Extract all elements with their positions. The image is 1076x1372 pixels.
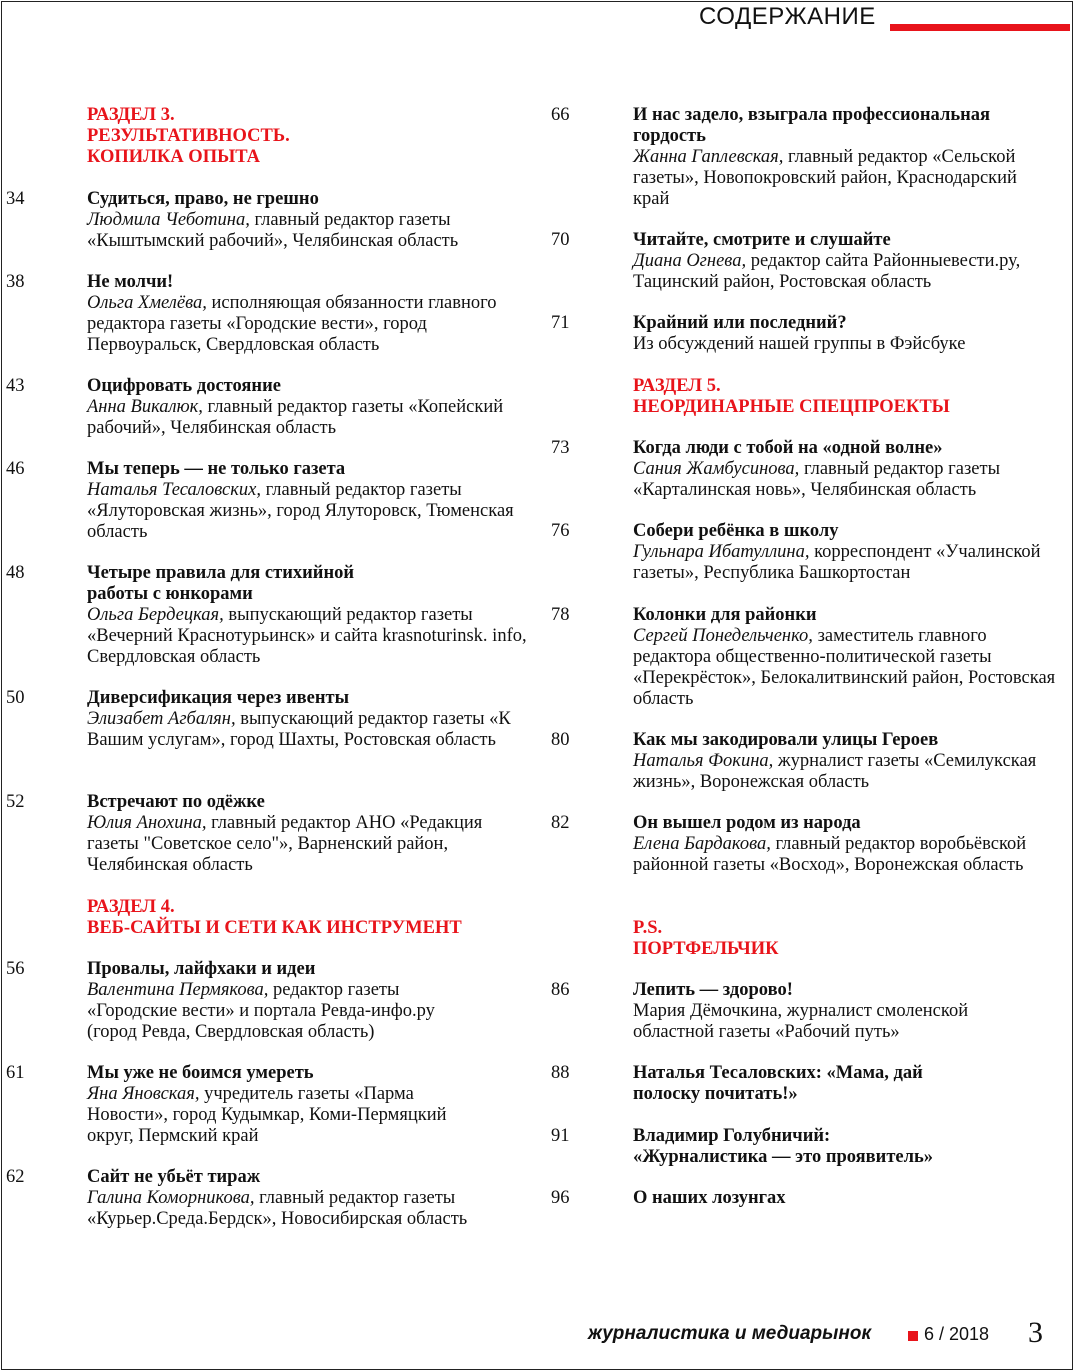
toc-entry[interactable] [87, 688, 527, 751]
toc-entry[interactable] [87, 1063, 462, 1147]
toc-entry[interactable] [87, 459, 527, 543]
toc-entry[interactable] [633, 605, 1063, 710]
page-number: 88 [551, 1063, 570, 1083]
entry-desc: исполняющая обязанности главного редактора газеты «Городские вести», город Первоуральск, Свердловская область [87, 293, 497, 355]
entry-desc: заместитель главного редактора общественно-политической газеты «Перекрёсток», Белокалитвинский район, Ростовская область [633, 626, 1056, 709]
entry-title: Колонки для районки [633, 605, 817, 625]
entry-author: Сергей Понедельченко, [633, 626, 813, 646]
entry-author: Елена Бардакова, [633, 834, 771, 854]
entry-author: Яна Яновская, [87, 1084, 200, 1104]
entry-title: Крайний или последний? [633, 313, 847, 333]
toc-entry[interactable] [633, 980, 1033, 1043]
entry-title: Когда люди с тобой на «одной волне» [633, 438, 943, 458]
page-number-footer: 3 [1028, 1316, 1043, 1349]
entry-title: Собери ребёнка в школу [633, 521, 839, 541]
entry-desc: редактор газеты «Городские вести» и портала Ревда-инфо.ру (город Ревда, Свердловская область) [87, 980, 435, 1042]
section-3-heading: РАЗДЕЛ 3. РЕЗУЛЬТАТИВНОСТЬ. КОПИЛКА ОПЫТА [87, 105, 290, 167]
page-number: 52 [6, 792, 25, 812]
page-number: 46 [6, 459, 25, 479]
entry-title: Мы уже не боимся умереть [87, 1063, 314, 1083]
toc-entry[interactable] [633, 521, 1063, 584]
entry-title: Как мы закодировали улицы Героев [633, 730, 939, 750]
section-4-heading: РАЗДЕЛ 4. ВЕБ-САЙТЫ И СЕТИ КАК ИНСТРУМЕНТ [87, 897, 462, 938]
page-number: 66 [551, 105, 570, 125]
entry-title: Мы теперь — не только газета [87, 459, 346, 479]
toc-entry[interactable] [633, 1063, 923, 1105]
entry-title: И нас задело, взыграла профессиональная гордость [633, 105, 991, 146]
section-5-heading: РАЗДЕЛ 5. НЕОРДИНАРНЫЕ СПЕЦПРОЕКТЫ [633, 376, 950, 417]
entry-desc: Из обсуждений нашей группы в Фэйсбуке [633, 334, 966, 354]
entry-title: Читайте, смотрите и слушайте [633, 230, 891, 250]
entry-title: Владимир Голубничий: «Журналистика — это проявитель» [633, 1126, 934, 1167]
entry-title: Встречают по одёжке [87, 792, 265, 812]
entry-title: Судиться, право, не грешно [87, 189, 319, 209]
entry-title: Лепить — здорово! [633, 980, 793, 1000]
toc-entry[interactable] [87, 959, 487, 1043]
page-number: 76 [551, 521, 570, 541]
toc-entry[interactable] [87, 563, 527, 668]
entry-title: Оцифровать достояние [87, 376, 281, 396]
page-number: 50 [6, 688, 25, 708]
section-ps-heading: P.S. ПОРТФЕЛЬЧИК [633, 918, 779, 959]
entry-author: Валентина Пермякова, [87, 980, 269, 1000]
page-number: 70 [551, 230, 570, 250]
entry-title: Наталья Тесаловских: «Мама, дай полоску почитать!» [633, 1063, 923, 1104]
entry-author: Галина Коморникова, [87, 1188, 255, 1208]
toc-entry[interactable] [633, 1188, 1033, 1209]
entry-desc: выпускающий редактор газеты «Вечерний Краснотурьинск» и сайта krasnoturinsk. info, Свердловская область [87, 605, 527, 667]
entry-title: Он вышел родом из народа [633, 813, 861, 833]
entry-author: Наталья Фокина, [633, 751, 774, 771]
toc-entry[interactable] [633, 438, 1053, 501]
entry-desc: главный редактор газеты «Карталинская новь», Челябинская область [633, 459, 1001, 500]
entry-title: Сайт не убьёт тираж [87, 1167, 261, 1187]
entry-desc: учредитель газеты «Парма Новости», город Кудымкар, Коми-Пермяцкий округ, Пермский край [87, 1084, 447, 1146]
page-number: 80 [551, 730, 570, 750]
page-number: 86 [551, 980, 570, 1000]
entry-desc: главный редактор газеты «Кыштымский рабочий», Челябинская область [87, 210, 459, 251]
entry-desc: главный редактор АНО «Редакция газеты "Советское село"», Варненский район, Челябинская область [87, 813, 483, 875]
toc-entry[interactable] [633, 105, 1033, 210]
entry-desc: корреспондент «Учалинской газеты», Республика Башкортостан [633, 542, 1041, 583]
entry-author: Анна Викалюк, [87, 397, 203, 417]
entry-desc: редактор сайта Районныевести.ру, Тацинский район, Ростовская область [633, 251, 1021, 292]
issue-number: 6 / 2018 [924, 1324, 990, 1344]
entry-author: Ольга Хмелёва, [87, 293, 207, 313]
entry-title: Четыре правила для стихийной работы с юнкорами [87, 563, 355, 604]
entry-title: Не молчи! [87, 272, 174, 292]
entry-author: Элизабет Агбалян, [87, 709, 236, 729]
toc-entry[interactable] [87, 272, 507, 356]
page-number: 48 [6, 563, 25, 583]
page-number: 56 [6, 959, 25, 979]
entry-title: О наших лозунгах [633, 1188, 786, 1208]
toc-entry[interactable] [87, 792, 527, 876]
toc-entry[interactable] [633, 230, 1053, 293]
entry-author: Жанна Гаплевская, [633, 147, 784, 167]
entry-desc: главный редактор воробьёвской районной газеты «Восход», Воронежская область [633, 834, 1027, 875]
publication-name: журналистика и медиарынок [588, 1323, 872, 1344]
toc-entry[interactable] [633, 1126, 963, 1168]
entry-author: Гульнара Ибатуллина, [633, 542, 810, 562]
toc-entry[interactable] [87, 376, 507, 439]
toc-entry[interactable] [87, 189, 527, 252]
header-accent-bar [890, 24, 1070, 31]
page-number: 62 [6, 1167, 25, 1187]
footer-square-icon [908, 1331, 918, 1341]
page-number: 78 [551, 605, 570, 625]
page-title: СОДЕРЖАНИЕ [699, 3, 876, 30]
page-number: 38 [6, 272, 25, 292]
toc-entry[interactable] [87, 1167, 507, 1230]
entry-desc: главный редактор газеты «Ялуторовская жизнь», город Ялуторовск, Тюменская область [87, 480, 514, 542]
page-number: 71 [551, 313, 570, 333]
entry-title: Провалы, лайфхаки и идеи [87, 959, 316, 979]
page-number: 82 [551, 813, 570, 833]
entry-desc: журналист газеты «Семилукская жизнь», Воронежская область [633, 751, 1037, 792]
page-number: 96 [551, 1188, 570, 1208]
page-number: 91 [551, 1126, 570, 1146]
entry-desc: выпускающий редактор газеты «К Вашим услугам», город Шахты, Ростовская область [87, 709, 511, 750]
entry-author: Юлия Анохина, [87, 813, 207, 833]
entry-desc: главный редактор «Сельской газеты», Новопокровский район, Краснодарский край [633, 147, 1017, 209]
page-number: 61 [6, 1063, 25, 1083]
page-number: 43 [6, 376, 25, 396]
entry-desc: Мария Дёмочкина, журналист смоленской областной газеты «Рабочий путь» [633, 1001, 969, 1042]
entry-desc: главный редактор газеты «Курьер.Среда.Бердск», Новосибирская область [87, 1188, 468, 1229]
entry-author: Сания Жамбусинова, [633, 459, 800, 479]
page-number: 34 [6, 189, 25, 209]
entry-author: Наталья Тесаловских, [87, 480, 262, 500]
toc-entry[interactable] [633, 813, 1033, 876]
entry-author: Ольга Бердецкая, [87, 605, 224, 625]
entry-title: Диверсификация через ивенты [87, 688, 350, 708]
page-number: 73 [551, 438, 570, 458]
entry-author: Диана Огнева, [633, 251, 747, 271]
entry-desc: главный редактор газеты «Копейский рабочий», Челябинская область [87, 397, 504, 438]
entry-author: Людмила Чеботина, [87, 210, 250, 230]
toc-entry[interactable] [633, 313, 1053, 355]
toc-entry[interactable] [633, 730, 1053, 793]
